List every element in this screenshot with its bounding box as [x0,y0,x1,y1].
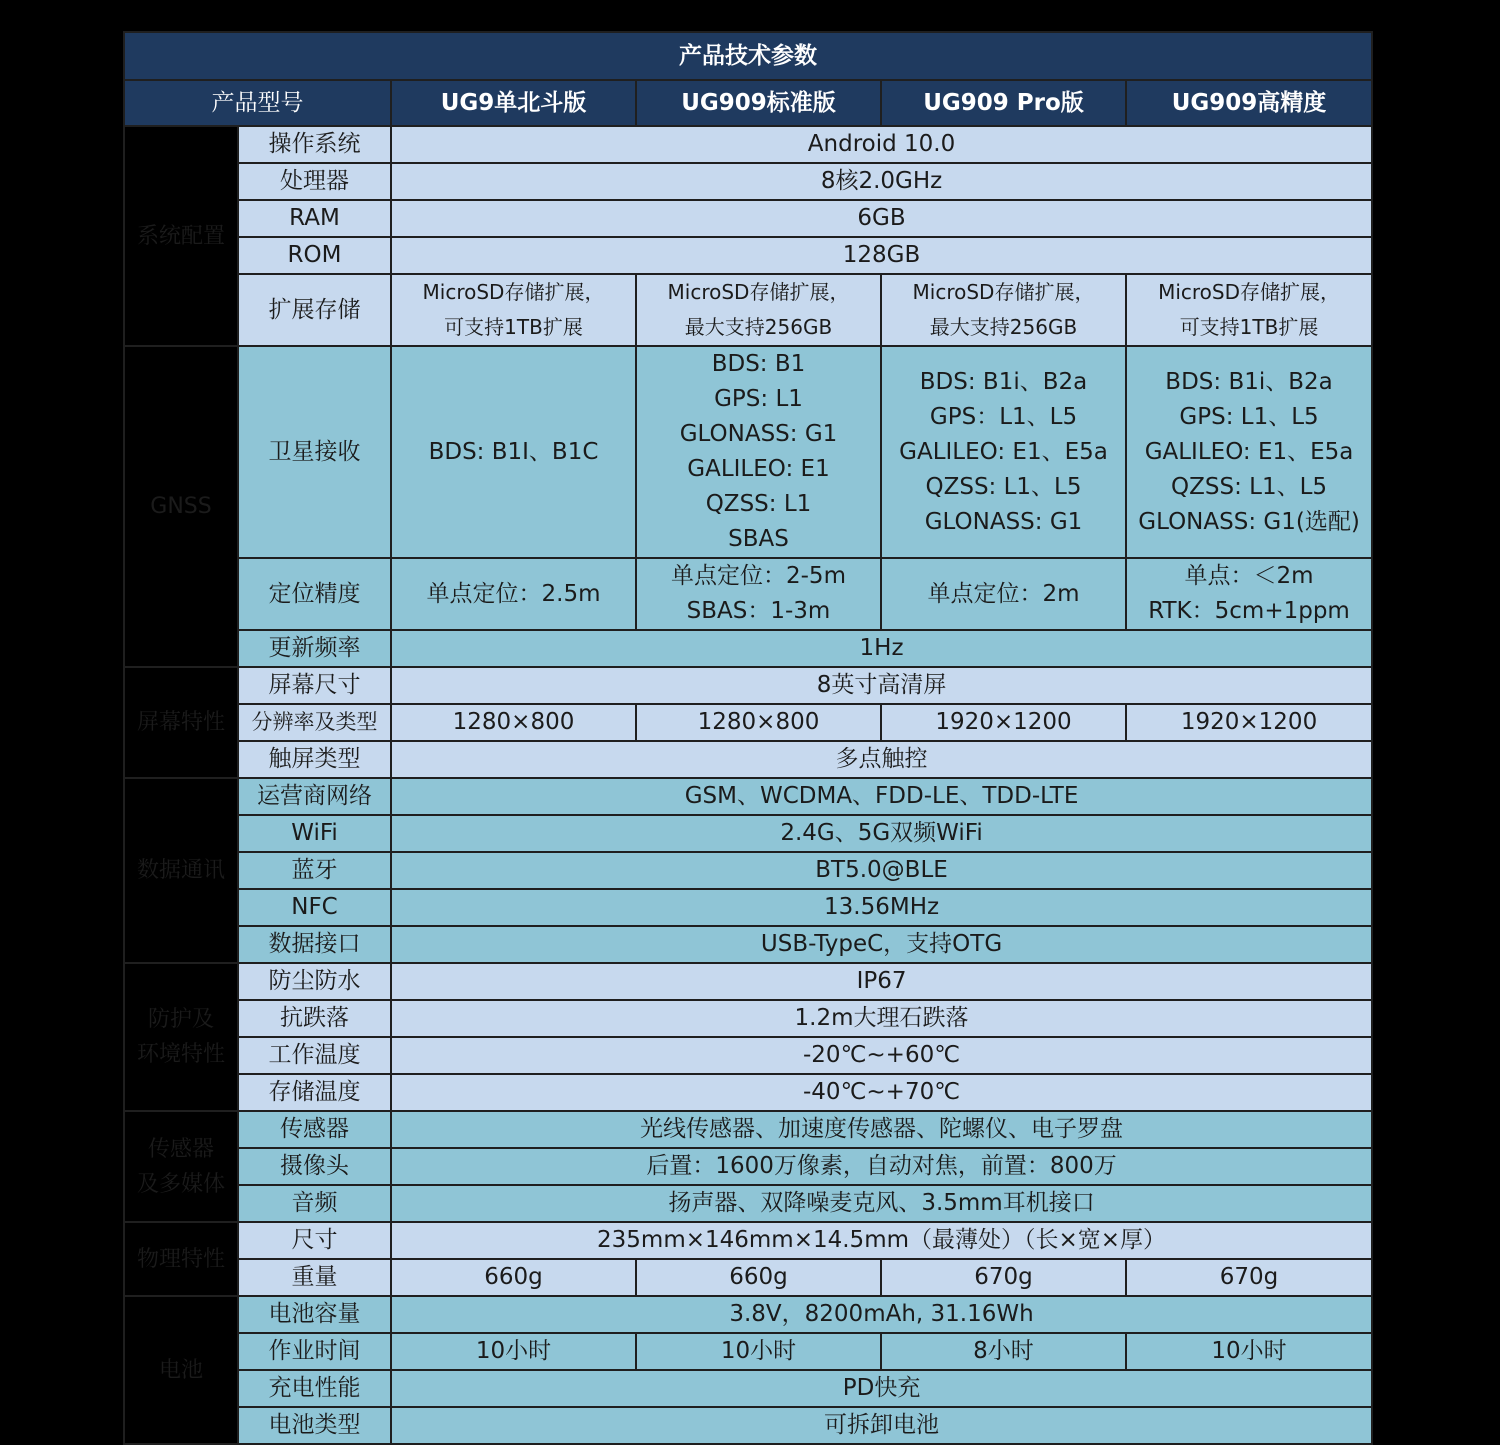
runtime-value: 10小时 [636,1333,881,1370]
cell-line: MicroSD存储扩展， [422,280,605,304]
category-battery: 电池 [124,1296,238,1444]
cell-line: 及多媒体 [136,1171,225,1197]
cell-line: GALILEO: E1、E5a [1144,438,1354,465]
storage-value [1126,274,1372,346]
cell-line: QZSS: L1、L5 [925,473,1082,500]
resolution-value: 1280×800 [391,704,636,741]
row-label: 电池容量 [238,1296,391,1333]
row-value: 后置：1600万像素，自动对焦，前置：800万 [391,1148,1372,1185]
category-sensor [124,1111,238,1222]
cell-line: 防护及 [147,1007,214,1032]
cell-line: GPS: L1 [714,386,803,412]
row-value: -20℃~+60℃ [391,1037,1372,1074]
row-value: 可拆卸电池 [391,1407,1372,1444]
row-value: USB-TypeC，支持OTG [391,926,1372,963]
row-label: 更新频率 [238,630,391,667]
cell-line: BDS: B1i、B2a [1165,368,1333,395]
cell-line: 可支持1TB扩展 [444,315,583,339]
row-value: 扬声器、双降噪麦克风、3.5mm耳机接口 [391,1185,1372,1222]
storage-value [391,274,636,346]
category-physical: 物理特性 [124,1222,238,1296]
row-label: 防尘防水 [238,963,391,1000]
table-title: 产品技术参数 [124,32,1372,80]
cell-line: MicroSD存储扩展， [1158,280,1340,304]
row-value: 6GB [391,200,1372,237]
category-comm: 数据通讯 [124,778,238,963]
cell-line: 传感器 [147,1136,214,1162]
model-name: UG909高精度 [1126,80,1372,126]
cell-line: 单点定位：2-5m [671,563,846,589]
row-label: 分辨率及类型 [238,704,391,741]
row-label: ROM [238,237,391,274]
accuracy-value [1126,558,1372,630]
cell-line: MicroSD存储扩展， [667,280,850,304]
weight-value: 670g [881,1259,1126,1296]
row-value: 1.2m大理石跌落 [391,1000,1372,1037]
row-value: IP67 [391,963,1372,1000]
storage-value [881,274,1126,346]
cell-line: SBAS [728,526,789,552]
cell-line: 可支持1TB扩展 [1179,315,1319,339]
weight-value: 670g [1126,1259,1372,1296]
category-system: 系统配置 [124,126,238,346]
row-label: 卫星接收 [238,346,391,558]
cell-line: GPS: L1、L5 [1179,403,1319,430]
row-value: 1Hz [391,630,1372,667]
row-label: 充电性能 [238,1370,391,1407]
weight-value: 660g [636,1259,881,1296]
row-label: NFC [238,889,391,926]
row-value: 8核2.0GHz [391,163,1372,200]
category-gnss: GNSS [124,346,238,667]
cell-line: GLONASS: G1 [924,508,1083,535]
cell-line: QZSS: L1 [705,491,812,517]
satellite-value [391,346,636,558]
row-value: 13.56MHz [391,889,1372,926]
category-env [124,963,238,1111]
row-value: PD快充 [391,1370,1372,1407]
cell-line: BDS: B1i、B2a [919,368,1088,395]
cell-line: 单点定位：2m [927,580,1080,607]
row-value: 光线传感器、加速度传感器、陀螺仪、电子罗盘 [391,1111,1372,1148]
row-label: 操作系统 [238,126,391,163]
row-value: 235mm×146mm×14.5mm（最薄处）（长×宽×厚） [391,1222,1372,1259]
row-label: 抗跌落 [238,1000,391,1037]
satellite-value [636,346,881,558]
row-label: 存储温度 [238,1074,391,1111]
row-label: 传感器 [238,1111,391,1148]
cell-line: BDS: B1I、B1C [428,438,599,465]
row-label: 屏幕尺寸 [238,667,391,704]
cell-line: 最大支持256GB [929,315,1078,339]
row-value: GSM、WCDMA、FDD-LE、TDD-LTE [391,778,1372,815]
row-label: 处理器 [238,163,391,200]
cell-line: RTK：5cm+1ppm [1148,598,1350,624]
accuracy-value [636,558,881,630]
weight-value: 660g [391,1259,636,1296]
row-value: 128GB [391,237,1372,274]
cell-line: GLONASS: G1 [679,421,838,447]
row-label: 音频 [238,1185,391,1222]
row-label: 尺寸 [238,1222,391,1259]
row-value: 多点触控 [391,741,1372,778]
cell-line: 单点：＜2m [1184,563,1314,589]
cell-line: 环境特性 [136,1042,225,1067]
accuracy-value [391,558,636,630]
row-label: 摄像头 [238,1148,391,1185]
cell-line: GALILEO: E1 [687,456,830,482]
resolution-value: 1920×1200 [881,704,1126,741]
runtime-value: 10小时 [391,1333,636,1370]
cell-line: SBAS：1-3m [686,598,831,624]
category-screen: 屏幕特性 [124,667,238,778]
model-label: 产品型号 [124,80,391,126]
model-name: UG909 Pro版 [881,80,1126,126]
runtime-value: 10小时 [1126,1333,1372,1370]
runtime-value: 8小时 [881,1333,1126,1370]
row-label: 电池类型 [238,1407,391,1444]
cell-line: GPS：L1、L5 [929,403,1078,430]
row-label: 扩展存储 [238,274,391,346]
cell-line: GLONASS: G1(选配) [1138,508,1360,535]
row-label: 触屏类型 [238,741,391,778]
cell-line: GALILEO: E1、E5a [899,438,1108,465]
row-label: 工作温度 [238,1037,391,1074]
resolution-value: 1920×1200 [1126,704,1372,741]
cell-line: BDS: B1 [711,351,806,377]
spec-table [123,31,1373,1445]
cell-line: 最大支持256GB [684,315,833,339]
model-name: UG909标准版 [636,80,881,126]
row-label: 运营商网络 [238,778,391,815]
row-value: 8英寸高清屏 [391,667,1372,704]
row-value: Android 10.0 [391,126,1372,163]
cell-line: QZSS: L1、L5 [1171,473,1328,500]
row-value: 3.8V，8200mAh, 31.16Wh [391,1296,1372,1333]
resolution-value: 1280×800 [636,704,881,741]
cell-line: 单点定位：2.5m [426,580,601,607]
row-label: WiFi [238,815,391,852]
row-label: 定位精度 [238,558,391,630]
row-label: RAM [238,200,391,237]
row-label: 作业时间 [238,1333,391,1370]
row-value: BT5.0@BLE [391,852,1372,889]
row-value: -40℃~+70℃ [391,1074,1372,1111]
accuracy-value [881,558,1126,630]
row-label: 数据接口 [238,926,391,963]
cell-line: MicroSD存储扩展， [912,280,1095,304]
satellite-value [1126,346,1372,558]
row-label: 蓝牙 [238,852,391,889]
row-label: 重量 [238,1259,391,1296]
model-name: UG9单北斗版 [391,80,636,126]
storage-value [636,274,881,346]
satellite-value [881,346,1126,558]
row-value: 2.4G、5G双频WiFi [391,815,1372,852]
